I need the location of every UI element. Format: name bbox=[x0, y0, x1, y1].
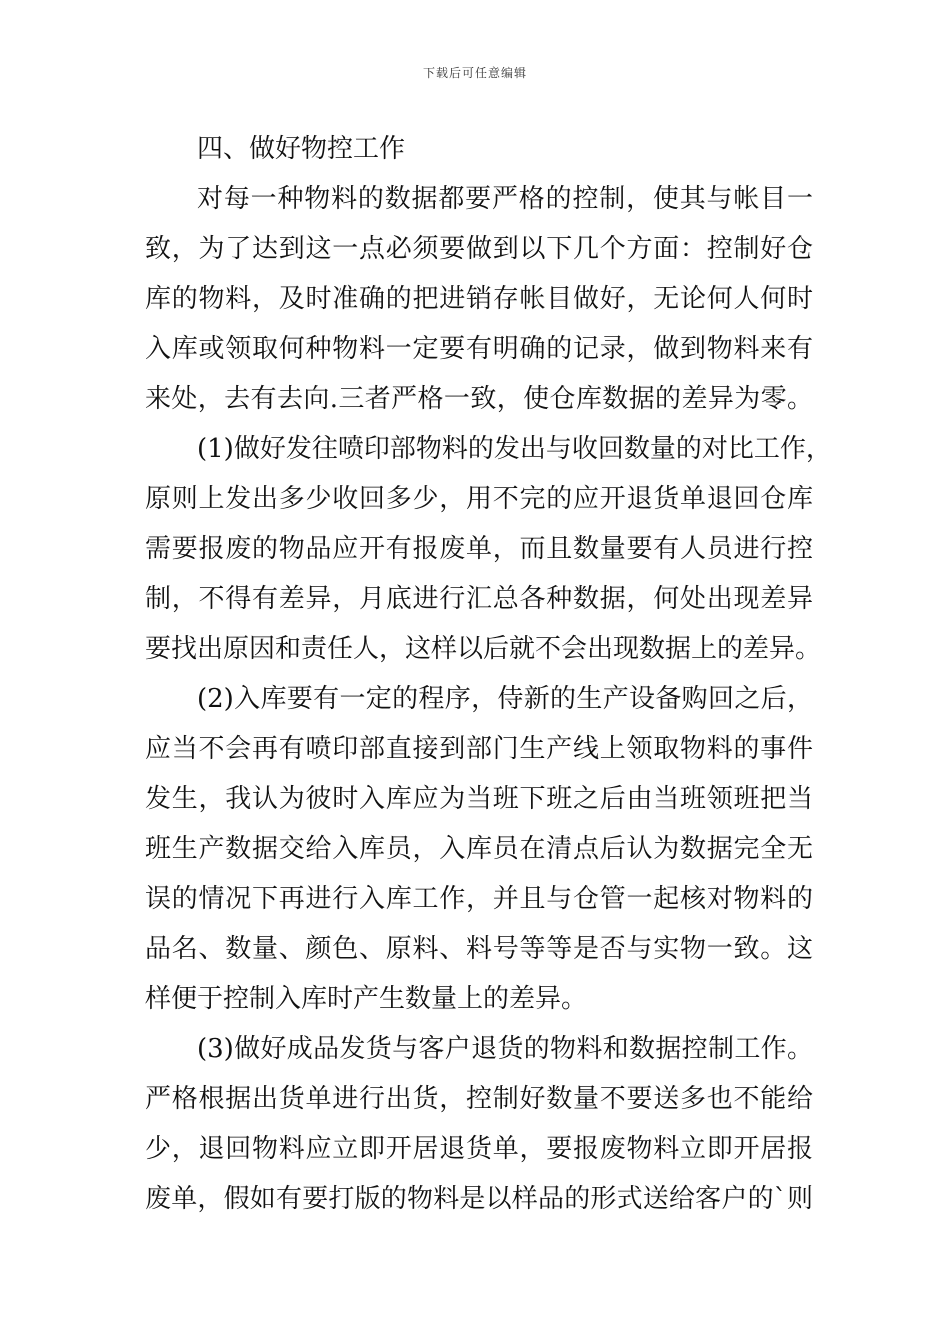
paragraph-line: 库的物料，及时准确的把进销存帐目做好，无论何人何时 bbox=[145, 284, 813, 314]
paragraph-line: 废单，假如有要打版的物料是以样品的形式送给客户的`则 bbox=[145, 1184, 813, 1214]
paragraph-line: 对每一种物料的数据都要严格的控制，使其与帐目一 bbox=[197, 184, 813, 214]
paragraph-line: 原则上发出多少收回多少，用不完的应开退货单退回仓库 bbox=[145, 484, 813, 514]
paragraph-line: 品名、数量、颜色、原料、料号等等是否与实物一致。这 bbox=[145, 934, 813, 964]
paragraph-item-2 bbox=[145, 674, 813, 1024]
paragraph-line: 要找出原因和责任人，这样以后就不会出现数据上的差异。 bbox=[145, 634, 822, 664]
paragraph-item-3 bbox=[145, 1024, 813, 1224]
paragraph-line: 少，退回物料应立即开居退货单，要报废物料立即开居报 bbox=[145, 1134, 813, 1164]
paragraph-line: 入库或领取何种物料一定要有明确的记录，做到物料来有 bbox=[145, 334, 813, 364]
paragraph-line: 班生产数据交给入库员，入库员在清点后认为数据完全无 bbox=[145, 834, 813, 864]
paragraph-line: 需要报废的物品应开有报废单，而且数量要有人员进行控 bbox=[145, 534, 813, 564]
section-title: 四、做好物控工作 bbox=[197, 134, 406, 164]
paragraph-line: 误的情况下再进行入库工作，并且与仓管一起核对物料的 bbox=[145, 884, 813, 914]
paragraph-line: (3)做好成品发货与客户退货的物料和数据控制工作。 bbox=[197, 1034, 813, 1064]
paragraph-line: 样便于控制入库时产生数量上的差异。 bbox=[145, 984, 588, 1014]
paragraph-line: (1)做好发往喷印部物料的发出与收回数量的对比工作， bbox=[197, 434, 832, 464]
header-note: 下载后可任意编辑 bbox=[422, 66, 527, 80]
paragraph-line: 应当不会再有喷印部直接到部门生产线上领取物料的事件 bbox=[145, 734, 813, 764]
paragraph-line: (2)入库要有一定的程序，侍新的生产设备购回之后， bbox=[197, 684, 813, 714]
paragraph-line: 发生，我认为彼时入库应为当班下班之后由当班领班把当 bbox=[145, 784, 813, 814]
paragraph-item-1 bbox=[145, 424, 832, 674]
document-body bbox=[145, 124, 832, 1224]
paragraph-line: 严格根据出货单进行出货，控制好数量不要送多也不能给 bbox=[145, 1084, 813, 1114]
paragraph-line: 致，为了达到这一点必须要做到以下几个方面：控制好仓 bbox=[145, 234, 813, 264]
paragraph-intro bbox=[145, 174, 813, 424]
paragraph-line: 来处，去有去向.三者严格一致，使仓库数据的差异为零。 bbox=[145, 384, 813, 414]
paragraph-line: 制，不得有差异，月底进行汇总各种数据，何处出现差异 bbox=[145, 584, 813, 614]
